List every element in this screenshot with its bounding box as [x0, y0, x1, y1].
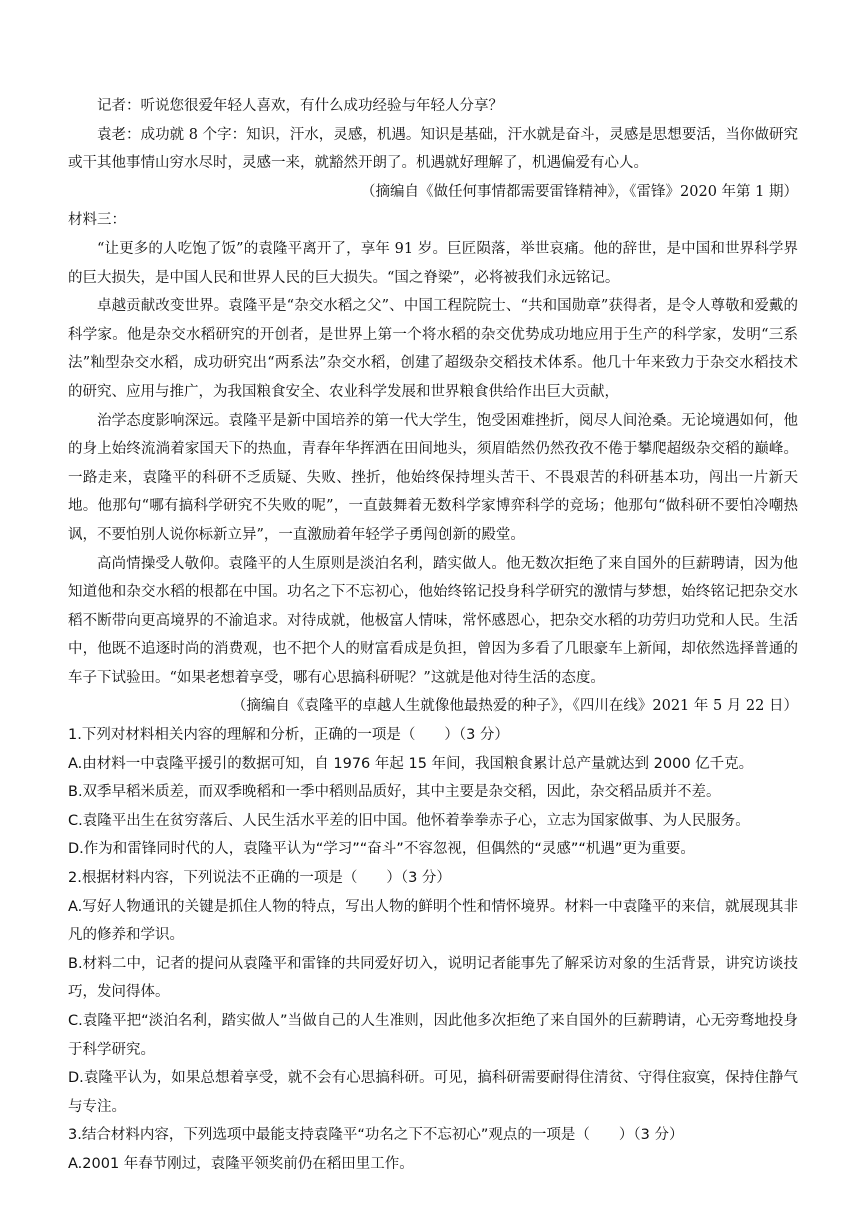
material-3-paragraph: “让更多的人吃饱了饭”的袁隆平离开了，享年 91 岁。巨匠陨落，举世哀痛。他的辞世，是中国和世界科学界的巨大损失，是中国人民和世界人民的巨大损失。“国之脊梁”，必将被我们永远铭记。 [68, 240, 798, 286]
interview-source: （摘编自《做任何事情都需要雷锋精神》，《雷锋》2020 年第 1 期） [361, 183, 798, 200]
question-1-stem: 1.下列对材料相关内容的理解和分析，正确的一项是（ ）（3 分） [68, 727, 509, 744]
question-2-option-c[interactable]: C.袁隆平把“淡泊名利，踏实做人”当做自己的人生准则，因此他多次拒绝了来自国外的巨薪聘请，心无旁骛地投身于科学研究。 [68, 1013, 798, 1058]
material-3-heading: 材料三： [68, 212, 126, 229]
question-3-option-a[interactable]: A.2001 年春节刚过，袁隆平领奖前仍在稻田里工作。 [68, 1155, 414, 1172]
interview-answer: 袁老：成功就 8 个字：知识，汗水，灵感，机遇。知识是基础，汗水就是奋斗，灵感是思想要活，当你做研究或干其他事情山穷水尽时，灵感一来，就豁然开朗了。机遇就好理解了，机遇偏爱有心人。 [68, 126, 798, 172]
question-1-option-b[interactable]: B.双季早稻米质差，而双季晚稻和一季中稻则品质好，其中主要是杂交稻，因此，杂交稻品质并不差。 [68, 784, 721, 801]
question-2-stem: 2.根据材料内容，下列说法不正确的一项是（ ）（3 分） [68, 870, 451, 887]
question-1-option-d[interactable]: D.作为和雷锋同时代的人，袁隆平认为“学习”“奋斗”不容忽视，但偶然的“灵感”“机遇”更为重要。 [68, 841, 695, 858]
question-2-option-b[interactable]: B.材料二中，记者的提问从袁隆平和雷锋的共同爱好切入，说明记者能事先了解采访对象的生活背景，讲究访谈技巧，发问得体。 [68, 955, 798, 1001]
question-2-option-a[interactable]: A.写好人物通讯的关键是抓住人物的特点，写出人物的鲜明个性和情怀境界。材料一中袁隆平的来信，就展现其非凡的修养和学识。 [68, 898, 798, 944]
document-page [68, 92, 798, 1179]
question-1-option-a[interactable]: A.由材料一中袁隆平援引的数据可知，自 1976 年起 15 年间，我国粮食累计总产量就达到 2000 亿千克。 [68, 755, 754, 772]
material-3-source: （摘编自《袁隆平的卓越人生就像他最热爱的种子》，《四川在线》2021 年 5 月 22 日） [231, 698, 798, 715]
material-3-paragraph: 卓越贡献改变世界。袁隆平是“杂交水稻之父”、中国工程院院士、“共和国勋章”获得者，是令人尊敬和爱戴的科学家。他是杂交水稻研究的开创者，是世界上第一个将水稻的杂交优势成功地应用于生产的科学家，发明“三系法”籼型杂交水稻，成功研究出“两系法”杂交水稻，创建了超级杂交稻技术体系。他几十年来致力于杂交水稻技术的研究、应用与推广，为我国粮食安全、农业科学发展和世界粮食供给作出巨大贡献， [68, 298, 798, 400]
material-3-paragraph: 治学态度影响深远。袁隆平是新中国培养的第一代大学生，饱受困难挫折，阅尽人间沧桑。无论境遇如何，他的身上始终流淌着家国天下的热血，青春年华挥洒在田间地头，须眉皓然仍然孜孜不倦于攀爬超级杂交稻的巅峰。一路走来，袁隆平的科研不乏质疑、失败、挫折，他始终保持埋头苦干、不畏艰苦的科研基本功，闯出一片新天地。他那句“哪有搞科学研究不失败的呢”，一直鼓舞着无数科学家博弈科学的竞场；他那句“做科研不要怕冷嘲热讽，不要怕别人说你标新立异”，一直激励着年轻学子勇闯创新的殿堂。 [68, 412, 798, 543]
interview-question: 记者：听说您很爱年轻人喜欢，有什么成功经验与年轻人分享？ [97, 98, 503, 114]
question-1-option-c[interactable]: C.袁隆平出生在贫穷落后、人民生活水平差的旧中国。他怀着拳拳赤子心，立志为国家做事、为人民服务。 [68, 812, 750, 829]
material-3-paragraph: 高尚情操受人敬仰。袁隆平的人生原则是淡泊名利，踏实做人。他无数次拒绝了来自国外的巨薪聘请，因为他知道他和杂交水稻的根都在中国。功名之下不忘初心，他始终铭记投身科学研究的激情与梦想，始终铭记把杂交水稻不断带向更高境界的不渝追求。对待成就，他极富人情味，常怀感恩心，把杂交水稻的功劳归功党和人民。生活中，他既不追逐时尚的消费观，也不把个人的财富看成是负担，曾因为多看了几眼豪车上新闻，却依然选择普通的车子下试验田。“如果老想着享受，哪有心思搞科研呢？”这就是他对待生活的态度。 [68, 555, 798, 686]
question-3-stem: 3.结合材料内容，下列选项中最能支持袁隆平“功名之下不忘初心”观点的一项是（ ）（3 分） [68, 1127, 684, 1144]
question-2-option-d[interactable]: D.袁隆平认为，如果总想着享受，就不会有心思搞科研。可见，搞科研需要耐得住清贫、守得住寂寞，保持住静气与专注。 [68, 1070, 798, 1115]
